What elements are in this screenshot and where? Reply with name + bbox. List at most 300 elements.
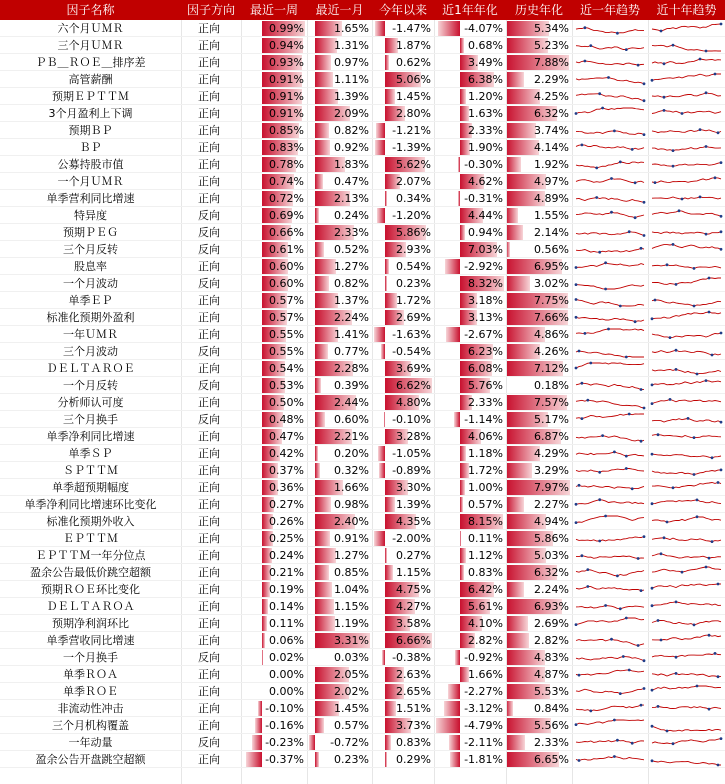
sparkline-marker [607, 76, 610, 79]
value-text: 2.33% [468, 124, 503, 137]
value-text: -2.00% [392, 532, 431, 545]
table-row [0, 20, 725, 37]
sparkline-marker [625, 467, 628, 470]
value-text: 0.84% [534, 702, 569, 715]
value-cell-h [506, 258, 572, 275]
value-text: 0.85% [334, 566, 369, 579]
value-text: 0.48% [269, 413, 304, 426]
sparkline-marker [575, 723, 578, 726]
value-cell-y [372, 360, 434, 377]
value-cell-y [372, 428, 434, 445]
value-bar [506, 497, 524, 512]
value-text: 4.80% [396, 396, 431, 409]
sparkline-marker [613, 451, 616, 454]
sparkline-marker [717, 583, 720, 586]
sparkline-marker [669, 336, 672, 339]
sparkline-marker [666, 730, 669, 733]
value-text: 1.63% [468, 107, 503, 120]
value-text: 1.19% [334, 617, 369, 630]
value-cell-h [506, 462, 572, 479]
sparkline-marker [586, 568, 589, 571]
value-text: 5.86% [534, 532, 569, 545]
value-cell-h [506, 717, 572, 734]
value-cell-m [307, 632, 372, 649]
value-text: -0.10% [392, 413, 431, 426]
value-text: -4.79% [464, 719, 503, 732]
value-cell-w [241, 292, 307, 309]
value-text: 0.54% [269, 362, 304, 375]
value-text: 1.20% [468, 90, 503, 103]
sparkline-marker [705, 145, 708, 148]
sparkline-marker [720, 23, 723, 26]
value-text: 3.74% [534, 124, 569, 137]
value-bar [315, 497, 331, 512]
table-row [0, 241, 725, 258]
value-cell-h [506, 292, 572, 309]
header-10y-trend: 近十年趋势 [656, 3, 717, 17]
sparkline-marker [651, 317, 654, 320]
factor-name: ＰＢ＿ＲＯＥ＿排序差 [35, 56, 146, 69]
sparkline-marker [601, 434, 604, 437]
trend-10y-sparkline [650, 54, 723, 71]
factor-direction: 正向 [198, 583, 220, 596]
sparkline-marker [625, 617, 628, 620]
value-text: 0.74% [269, 175, 304, 188]
sparkline-marker [696, 373, 699, 376]
trend-1y-sparkline [574, 649, 646, 666]
value-cell-m [307, 615, 372, 632]
sparkline-marker [720, 161, 723, 164]
trend-10y-sparkline [650, 173, 723, 190]
trend-1y-sparkline [574, 683, 646, 700]
value-bar [436, 718, 460, 733]
grid-hline [0, 155, 725, 156]
table-row [0, 88, 725, 105]
grid-hline [0, 512, 725, 513]
sparkline-path [576, 108, 644, 114]
value-cell-y [372, 309, 434, 326]
factor-direction: 正向 [198, 702, 220, 715]
value-bar [385, 752, 387, 767]
trend-1y-sparkline [574, 173, 646, 190]
value-text: -2.27% [464, 685, 503, 698]
factor-name: 股息率 [74, 260, 107, 273]
sparkline-marker [613, 755, 616, 758]
value-cell-y [372, 547, 434, 564]
sparkline-path [652, 673, 721, 676]
value-cell-m [307, 394, 372, 411]
value-text: 2.07% [396, 175, 431, 188]
grid-hline [0, 427, 725, 428]
value-bar [460, 480, 465, 495]
trend-1y-sparkline [574, 717, 646, 734]
factor-name: ＢＰ [79, 141, 102, 154]
trend-1y-sparkline [574, 462, 646, 479]
table-row [0, 224, 725, 241]
trend-10y-sparkline [650, 479, 723, 496]
value-text: 4.06% [468, 430, 503, 443]
value-cell-y1 [434, 88, 506, 105]
value-text: 2.82% [534, 634, 569, 647]
value-cell-h [506, 71, 572, 88]
value-text: -3.12% [464, 702, 503, 715]
sparkline-marker [604, 261, 607, 264]
sparkline-path [652, 584, 721, 588]
value-bar [385, 55, 389, 70]
value-cell-w [241, 241, 307, 258]
sparkline-path [652, 399, 721, 403]
value-cell-y [372, 88, 434, 105]
value-cell-y [372, 37, 434, 54]
grid-vline [572, 20, 573, 784]
sparkline-marker [616, 575, 619, 578]
value-cell-y [372, 173, 434, 190]
sparkline-marker [581, 554, 584, 557]
value-cell-h [506, 207, 572, 224]
factor-name: 高管薪酬 [68, 73, 113, 86]
value-text: 2.21% [334, 430, 369, 443]
factor-name: 一个月换手 [63, 651, 118, 664]
trend-10y-sparkline [650, 598, 723, 615]
value-text: 0.53% [269, 379, 304, 392]
value-text: 1.66% [334, 481, 369, 494]
sparkline-path [576, 670, 644, 675]
sparkline-path [576, 131, 644, 135]
sparkline-path [652, 265, 721, 269]
sparkline-marker [666, 521, 669, 524]
sparkline-marker [640, 388, 643, 391]
value-bar [460, 497, 463, 512]
value-text: 6.66% [396, 634, 431, 647]
value-cell-y1 [434, 751, 506, 768]
table-row [0, 428, 725, 445]
value-cell-y [372, 479, 434, 496]
table-row [0, 598, 725, 615]
sparkline-marker [651, 587, 654, 590]
value-text: 0.78% [269, 158, 304, 171]
value-bar [385, 548, 387, 563]
value-text: 4.35% [396, 515, 431, 528]
sparkline-marker [637, 557, 640, 560]
value-bar [375, 140, 385, 155]
value-cell-y [372, 632, 434, 649]
value-text: 0.27% [396, 549, 431, 562]
factor-direction: 正向 [198, 328, 220, 341]
value-cell-y1 [434, 581, 506, 598]
sparkline-marker [610, 638, 613, 641]
sparkline-marker [637, 644, 640, 647]
sparkline-path [576, 263, 644, 268]
value-text: 3.31% [334, 634, 369, 647]
factor-direction: 正向 [198, 192, 220, 205]
sparkline-marker [578, 759, 581, 762]
value-cell-y1 [434, 394, 506, 411]
grid-hline [0, 546, 725, 547]
table-row [0, 581, 725, 598]
value-bar [315, 242, 324, 257]
value-text: 0.26% [269, 515, 304, 528]
sparkline-path [652, 621, 721, 625]
value-text: 2.14% [534, 226, 569, 239]
factor-name: 单季净利同比增速 [46, 430, 135, 443]
value-cell-w [241, 275, 307, 292]
sparkline-marker [610, 211, 613, 214]
factor-direction: 反向 [198, 209, 220, 222]
factor-name: 一年ＵＭＲ [63, 328, 118, 341]
sparkline-marker [699, 58, 702, 61]
factor-name: 预期净利润环比 [52, 617, 129, 630]
value-text: 2.05% [334, 668, 369, 681]
trend-10y-sparkline [650, 207, 723, 224]
value-text: 2.33% [468, 396, 503, 409]
value-text: 0.82% [334, 124, 369, 137]
sparkline-marker [669, 398, 672, 401]
factor-name: 单季营收同比增速 [46, 634, 135, 647]
value-text: 3.13% [468, 311, 503, 324]
sparkline-marker [631, 742, 634, 745]
value-text: 5.34% [534, 22, 569, 35]
sparkline-marker [613, 719, 616, 722]
factor-name: 3个月盈利上下调 [48, 107, 133, 120]
value-text: -0.16% [265, 719, 304, 732]
factor-direction: 正向 [198, 175, 220, 188]
value-cell-m [307, 717, 372, 734]
sparkline-marker [720, 421, 723, 424]
value-bar [506, 735, 525, 750]
sparkline-marker [672, 165, 675, 168]
value-text: 2.82% [468, 634, 503, 647]
value-text: -1.05% [392, 447, 431, 460]
trend-1y-sparkline [574, 734, 646, 751]
grid-hline [0, 393, 725, 394]
value-text: 2.29% [534, 73, 569, 86]
value-bar [458, 157, 460, 172]
grid-hline [0, 716, 725, 717]
factor-direction: 正向 [198, 498, 220, 511]
value-bar [385, 89, 395, 104]
value-text: 5.62% [396, 158, 431, 171]
header-hist-annual: 历史年化 [514, 3, 563, 17]
sparkline-path [652, 24, 721, 31]
factor-name: 一个月波动 [63, 277, 118, 290]
sparkline-path [652, 178, 721, 183]
factor-name: 单季ＳＰ [68, 447, 113, 460]
value-cell-w [241, 360, 307, 377]
value-cell-m [307, 224, 372, 241]
value-cell-w [241, 428, 307, 445]
trend-10y-sparkline [650, 581, 723, 598]
value-cell-h [506, 496, 572, 513]
header-direction: 因子方向 [186, 3, 235, 17]
value-text: 0.21% [269, 566, 304, 579]
sparkline-path [652, 300, 721, 306]
sparkline-marker [578, 350, 581, 353]
trend-1y-sparkline [574, 139, 646, 156]
value-text: 3.69% [396, 362, 431, 375]
grid-hline [0, 461, 725, 462]
value-cell-y [372, 275, 434, 292]
value-text: 2.44% [334, 396, 369, 409]
sparkline-marker [672, 243, 675, 246]
factor-name: 标准化预期外盈利 [46, 311, 135, 324]
value-cell-y [372, 343, 434, 360]
sparkline-marker [637, 64, 640, 67]
value-text: 2.33% [534, 736, 569, 749]
sparkline-marker [643, 659, 646, 662]
sparkline-marker [720, 248, 723, 251]
table-row [0, 683, 725, 700]
grid-hline [0, 240, 725, 241]
value-text: 4.62% [468, 175, 503, 188]
grid-hline [0, 53, 725, 54]
trend-1y-sparkline [574, 88, 646, 105]
value-cell-m [307, 649, 372, 666]
grid-hline [0, 308, 725, 309]
sparkline-marker [708, 634, 711, 637]
sparkline-marker [720, 332, 723, 335]
value-text: 1.83% [334, 158, 369, 171]
value-bar [460, 446, 466, 461]
sparkline-marker [696, 499, 699, 502]
value-cell-m [307, 309, 372, 326]
grid-hline [0, 699, 725, 700]
sparkline-marker [651, 79, 654, 82]
sparkline-marker [687, 417, 690, 420]
sparkline-marker [714, 73, 717, 76]
value-bar [506, 276, 530, 291]
factor-direction: 反向 [198, 413, 220, 426]
sparkline-marker [696, 515, 699, 518]
table-row [0, 105, 725, 122]
factor-direction: 正向 [198, 396, 220, 409]
table-row [0, 632, 725, 649]
value-text: 0.61% [269, 243, 304, 256]
factor-name: 预期ＲＯＥ环比变化 [41, 583, 140, 596]
factor-direction: 正向 [198, 90, 220, 103]
value-text: 2.63% [396, 668, 431, 681]
table-row [0, 275, 725, 292]
sparkline-marker [634, 216, 637, 219]
factor-name: 标准化预期外收入 [46, 515, 135, 528]
value-bar [315, 344, 328, 359]
value-bar [378, 446, 385, 461]
value-cell-m [307, 377, 372, 394]
sparkline-path [576, 469, 644, 473]
table-row [0, 411, 725, 428]
value-cell-m [307, 513, 372, 530]
value-bar [506, 123, 536, 138]
value-bar [455, 650, 460, 665]
value-text: 2.13% [334, 192, 369, 205]
value-cell-w [241, 649, 307, 666]
trend-10y-sparkline [650, 224, 723, 241]
value-cell-y1 [434, 462, 506, 479]
grid-hline [0, 478, 725, 479]
value-cell-h [506, 360, 572, 377]
trend-1y-sparkline [574, 479, 646, 496]
value-text: 2.65% [396, 685, 431, 698]
value-cell-y [372, 751, 434, 768]
value-cell-w [241, 105, 307, 122]
trend-1y-sparkline [574, 224, 646, 241]
value-cell-h [506, 394, 572, 411]
grid-hline [0, 70, 725, 71]
factor-direction: 正向 [198, 515, 220, 528]
trend-10y-sparkline [650, 37, 723, 54]
header-1y-trend: 近一年趋势 [579, 3, 640, 17]
factor-name: 三个月换手 [63, 413, 118, 426]
value-text: 7.75% [534, 294, 569, 307]
sparkline-path [576, 46, 644, 50]
value-text: 1.45% [334, 702, 369, 715]
value-cell-y1 [434, 683, 506, 700]
value-bar [252, 735, 262, 750]
sparkline-marker [672, 486, 675, 489]
sparkline-marker [640, 440, 643, 443]
sparkline-path [652, 93, 721, 97]
value-text: 0.52% [334, 243, 369, 256]
value-text: 0.24% [269, 549, 304, 562]
sparkline-marker [628, 669, 631, 672]
value-text: -1.63% [392, 328, 431, 341]
value-text: -0.38% [392, 651, 431, 664]
value-text: 1.39% [334, 90, 369, 103]
value-cell-m [307, 173, 372, 190]
factor-name: ＤＥＬＴＡＲＯＥ [46, 362, 135, 375]
value-text: 6.32% [534, 107, 569, 120]
value-text: 4.94% [534, 515, 569, 528]
value-text: 0.85% [269, 124, 304, 137]
value-cell-m [307, 156, 372, 173]
sparkline-marker [663, 109, 666, 112]
value-cell-y1 [434, 360, 506, 377]
value-cell-w [241, 700, 307, 717]
sparkline-marker [604, 604, 607, 607]
trend-1y-sparkline [574, 496, 646, 513]
value-text: -1.47% [392, 22, 431, 35]
value-text: -0.89% [392, 464, 431, 477]
sparkline-marker [654, 181, 657, 184]
value-text: 4.75% [396, 583, 431, 596]
table-row [0, 377, 725, 394]
grid-vline [307, 20, 308, 784]
value-cell-h [506, 343, 572, 360]
sparkline-marker [681, 571, 684, 574]
value-cell-m [307, 88, 372, 105]
trend-1y-sparkline [574, 700, 646, 717]
value-text: 7.88% [534, 56, 569, 69]
sparkline-path [652, 470, 721, 475]
header-month: 最近一月 [315, 3, 364, 17]
value-text: 0.24% [334, 209, 369, 222]
value-text: -1.20% [392, 209, 431, 222]
value-bar [506, 463, 532, 478]
trend-10y-sparkline [650, 666, 723, 683]
sparkline-marker [711, 456, 714, 459]
value-bar [450, 752, 460, 767]
trend-1y-sparkline [574, 394, 646, 411]
value-text: 0.20% [334, 447, 369, 460]
value-cell-w [241, 224, 307, 241]
value-cell-y [372, 105, 434, 122]
trend-10y-sparkline [650, 377, 723, 394]
value-text: 0.68% [468, 39, 503, 52]
factor-direction: 反向 [198, 736, 220, 749]
value-text: 3.29% [534, 464, 569, 477]
grid-hline [0, 665, 725, 666]
value-text: -0.10% [265, 702, 304, 715]
factor-name: 分析师认可度 [57, 396, 124, 409]
